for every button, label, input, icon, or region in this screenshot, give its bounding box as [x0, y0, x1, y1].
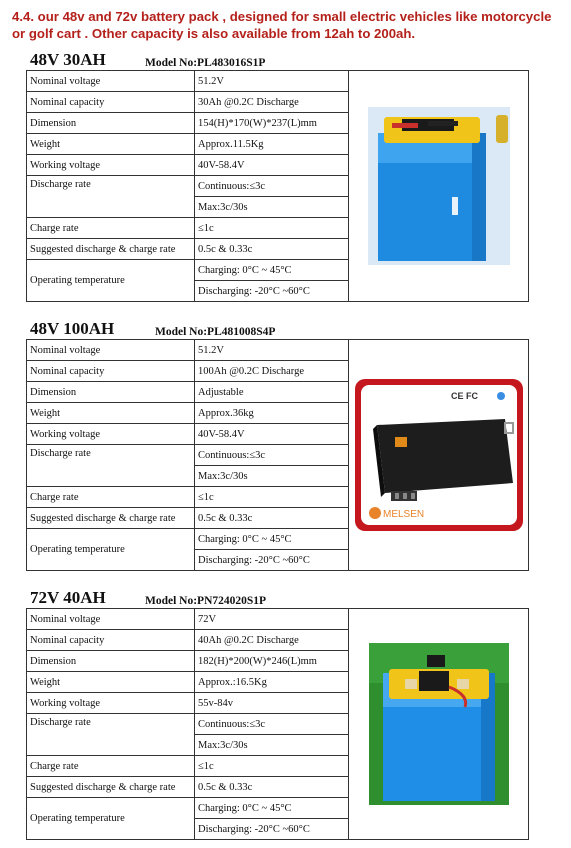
spec-value: 40V-58.4V — [195, 424, 349, 445]
table-row — [27, 340, 529, 361]
spec-label: Nominal capacity — [27, 361, 195, 382]
spec-label: Dimension — [27, 382, 195, 403]
spec-table — [26, 70, 529, 302]
spec-value: Continuous:≤3c — [195, 176, 349, 197]
section-header — [26, 50, 546, 70]
spec-value: 40V-58.4V — [195, 155, 349, 176]
spec-label: Discharge rate — [27, 714, 195, 756]
spec-label: Charge rate — [27, 487, 195, 508]
spec-value: 0.5c & 0.33c — [195, 239, 349, 260]
spec-label: Discharge rate — [27, 176, 195, 218]
product-photo-cell — [349, 71, 529, 302]
spec-label: Working voltage — [27, 424, 195, 445]
pack-title: 48V 30AH — [30, 50, 106, 69]
spec-label: Discharge rate — [27, 445, 195, 487]
spec-value: 51.2V — [195, 340, 349, 361]
spec-value: 72V — [195, 609, 349, 630]
spec-label: Operating temperature — [27, 529, 195, 571]
spec-value: Max:3c/30s — [195, 466, 349, 487]
spec-label: Weight — [27, 134, 195, 155]
spec-value: Continuous:≤3c — [195, 714, 349, 735]
spec-value: Approx.36kg — [195, 403, 349, 424]
battery-pack-photo — [369, 643, 509, 805]
spec-value: Max:3c/30s — [195, 735, 349, 756]
spec-label: Suggested discharge & charge rate — [27, 508, 195, 529]
spec-value: 0.5c & 0.33c — [195, 508, 349, 529]
section-header — [26, 319, 546, 339]
certification-marks: CE FC — [450, 391, 478, 401]
spec-label: Weight — [27, 672, 195, 693]
brand-logo-text: MELSEN — [382, 509, 424, 520]
battery-pack-photo — [368, 107, 510, 265]
table-row — [27, 71, 529, 92]
spec-value: Charging: 0°C ~ 45°C — [195, 798, 349, 819]
spec-value: Discharging: -20°C ~60°C — [195, 550, 349, 571]
spec-label: Suggested discharge & charge rate — [27, 239, 195, 260]
pack-title: 48V 100AH — [30, 319, 115, 338]
intro-text: 4.4. our 48v and 72v battery pack , designed for small electric vehicles like motorcycle or golf cart . Other capacity is also available from 12ah to 200ah. — [12, 9, 552, 41]
spec-value: 0.5c & 0.33c — [195, 777, 349, 798]
spec-value: 100Ah @0.2C Discharge — [195, 361, 349, 382]
spec-value: Approx.:16.5Kg — [195, 672, 349, 693]
pack-section-48v-30ah — [26, 50, 546, 297]
spec-label: Dimension — [27, 113, 195, 134]
battery-pack-photo — [355, 379, 523, 531]
spec-value: 55v-84v — [195, 693, 349, 714]
pack-section-48v-100ah — [26, 319, 546, 566]
spec-value: Discharging: -20°C ~60°C — [195, 281, 349, 302]
spec-label: Weight — [27, 403, 195, 424]
spec-label: Working voltage — [27, 693, 195, 714]
spec-value: 51.2V — [195, 71, 349, 92]
spec-value: 154(H)*170(W)*237(L)mm — [195, 113, 349, 134]
spec-value: 30Ah @0.2C Discharge — [195, 92, 349, 113]
spec-label: Nominal capacity — [27, 630, 195, 651]
spec-value: 40Ah @0.2C Discharge — [195, 630, 349, 651]
product-photo-cell — [349, 340, 529, 571]
pack-title: 72V 40AH — [30, 588, 106, 607]
spec-value: ≤1c — [195, 756, 349, 777]
spec-label: Nominal voltage — [27, 340, 195, 361]
spec-label: Working voltage — [27, 155, 195, 176]
spec-label: Charge rate — [27, 756, 195, 777]
pack-section-72v-40ah — [26, 588, 546, 835]
spec-value: Adjustable — [195, 382, 349, 403]
spec-label: Operating temperature — [27, 798, 195, 840]
spec-value: Approx.11.5Kg — [195, 134, 349, 155]
spec-table — [26, 339, 529, 571]
spec-label: Suggested discharge & charge rate — [27, 777, 195, 798]
table-row — [27, 609, 529, 630]
spec-table — [26, 608, 529, 840]
spec-value: Charging: 0°C ~ 45°C — [195, 529, 349, 550]
spec-label: Charge rate — [27, 218, 195, 239]
spec-value: Max:3c/30s — [195, 197, 349, 218]
model-number: Model No:PL481008S4P — [155, 326, 276, 338]
spec-value: 182(H)*200(W)*246(L)mm — [195, 651, 349, 672]
section-header — [26, 588, 546, 608]
spec-label: Dimension — [27, 651, 195, 672]
spec-value: ≤1c — [195, 487, 349, 508]
spec-label: Operating temperature — [27, 260, 195, 302]
product-photo-cell — [349, 609, 529, 840]
spec-value: Charging: 0°C ~ 45°C — [195, 260, 349, 281]
spec-label: Nominal voltage — [27, 609, 195, 630]
spec-label: Nominal capacity — [27, 92, 195, 113]
spec-value: Discharging: -20°C ~60°C — [195, 819, 349, 840]
spec-value: ≤1c — [195, 218, 349, 239]
spec-value: Continuous:≤3c — [195, 445, 349, 466]
model-number: Model No:PL483016S1P — [145, 57, 266, 69]
spec-label: Nominal voltage — [27, 71, 195, 92]
model-number: Model No:PN724020S1P — [145, 595, 267, 607]
